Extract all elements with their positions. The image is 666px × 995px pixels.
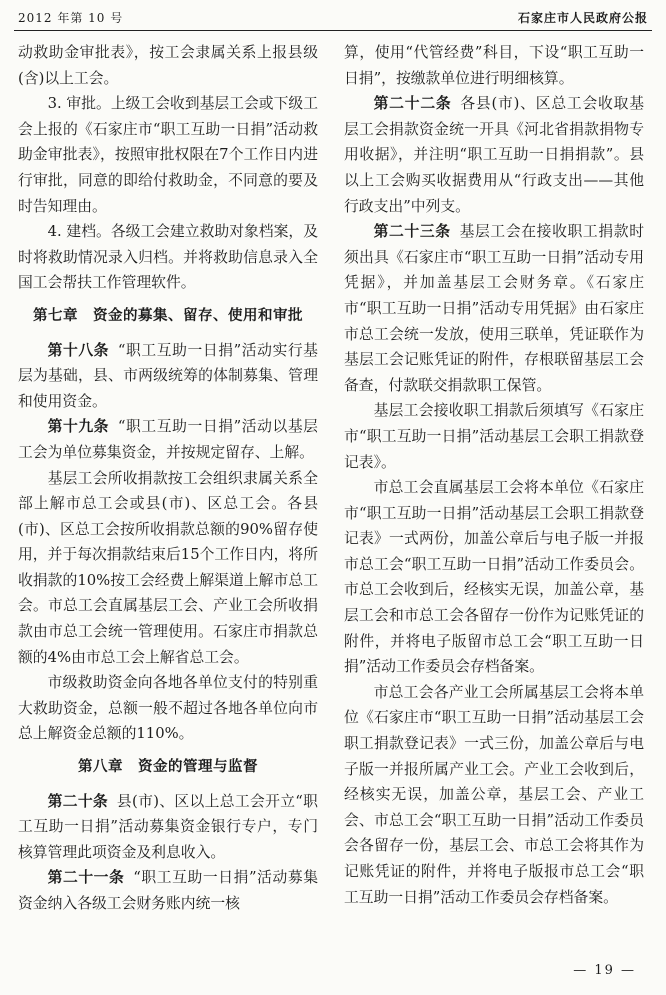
article-19-label: 第十九条 <box>47 418 110 436</box>
page-header <box>0 0 666 34</box>
paragraph-filing: 4. 建档。各级工会建立救助对象档案，及时将救助情况录入归档。并将救助信息录入全国工会帮扶工作管理软件。 <box>18 223 318 292</box>
article-20-text: 县(市)、区以上总工会开立“职工互助一日捐”活动募集资金银行专户，专门核算管理此项资金及利息收入。 <box>18 792 318 861</box>
article-23-text: 基层工会在接收职工捐款时须出具《石家庄市“职工互助一日捐”活动专用凭据》，并加盖基层工会财务章。《石家庄市“职工互助一日捐”活动专用凭据》由石家庄市总工会统一发放，使用三联单，凭证联作为基层工会记账凭证的附件，存根联留基层工会备查，付款联交捐款职工保管。 <box>344 223 644 394</box>
paragraph-continued: 动救助金审批表》，按工会隶属关系上报县级(含)以上工会。 <box>18 44 318 87</box>
paragraph-municipal-direct: 市总工会直属基层工会将本单位《石家庄市“职工互助一日捐”活动基层工会职工捐款登记表》一式两份，加盖公章后与电子版一并报市总工会“职工互助一日捐”活动工作委员会。市总工会收到后，经核实无误，加盖公章，基层工会和市总工会各留存一份作为记账凭证的附件，并将电子版留市总工会“职工互助一日捐”活动工作委员会存档备案。 <box>344 479 644 676</box>
paragraph-registration: 基层工会接收职工捐款后须填写《石家庄市“职工互助一日捐”活动基层工会职工捐款登记表》。 <box>344 402 644 471</box>
chapter-7-heading: 第七章 资金的募集、留存、使用和审批 <box>33 307 303 324</box>
paragraph-approval: 3. 审批。上级工会收到基层工会或下级工会上报的《石家庄市“职工互助一日捐”活动救助金审批表》，按照审批权限在7个工作日内进行审批，同意的即给付救助金，不同意的要及时告知理由。 <box>18 95 318 215</box>
article-18-label: 第十八条 <box>47 341 110 359</box>
header-rule <box>14 30 652 31</box>
paragraph-retention: 基层工会所收捐款按工会组织隶属关系全部上解市总工会或县(市)、区总工会。各县(市)、区总工会按所收捐款总额的90%留存使用，并于每次捐款结束后15个工作日内，将所收捐款的10%按工会经费上解渠道上解市总工会。市总工会直属基层工会、产业工会所收捐款由市总工会统一管理使用。石家庄市捐款总额的4%由市总工会上解省总工会。 <box>18 469 318 666</box>
page-number: — 19 — <box>573 963 636 978</box>
article-18-text: “职工互助一日捐”活动实行基层为基础，县、市两级统筹的体制募集、管理和使用资金。 <box>18 341 318 410</box>
article-23-label: 第二十三条 <box>373 223 451 241</box>
article-20 <box>18 789 318 866</box>
article-19-text: “职工互助一日捐”活动以基层工会为单位募集资金，并按规定留存、上解。 <box>18 418 318 461</box>
article-22-label: 第二十二条 <box>373 95 452 113</box>
paragraph-special-relief: 市级救助资金向各地各单位支付的特别重大救助资金，总额一般不超过各地各单位向市总上解资金总额的110%。 <box>18 674 318 743</box>
article-21 <box>18 865 318 916</box>
chapter-8-heading: 第八章 资金的管理与监督 <box>78 759 258 776</box>
article-22 <box>344 91 644 219</box>
article-20-label: 第二十条 <box>47 792 109 810</box>
journal-title: 石家庄市人民政府公报 <box>517 11 648 25</box>
article-21-text: “职工互助一日捐”活动募集资金纳入各级工会财务账内统一核 <box>18 869 318 912</box>
paragraph-continued-right: 算，使用“代管经费”科目，下设“职工互助一日捐”，按缴款单位进行明细核算。 <box>344 44 644 87</box>
article-21-label: 第二十一条 <box>47 869 125 887</box>
right-column <box>344 40 644 910</box>
article-19 <box>18 414 318 465</box>
issue-number: 2012 年第 10 号 <box>18 11 124 25</box>
article-23 <box>344 219 644 398</box>
left-column <box>18 40 318 917</box>
article-18 <box>18 338 318 415</box>
paragraph-industrial-union: 市总工会各产业工会所属基层工会将本单位《石家庄市“职工互助一日捐”活动基层工会职工捐款登记表》一式三份，加盖公章后与电子版一并报所属产业工会。产业工会收到后，经核实无误，加盖公章，基层工会、产业工会、市总工会“职工互助一日捐”活动工作委员会各留存一份，基层工会、市总工会将其作为记账凭证的附件，并将电子版报市总工会“职工互助一日捐”活动工作委员会存档备案。 <box>344 683 644 906</box>
article-22-text: 各县(市)、区总工会收取基层工会捐款资金统一开具《河北省捐款捐物专用收据》，并注明“职工互助一日捐捐款”。县以上工会购买收据费用从“行政支出——其他行政支出”中列支。 <box>344 95 644 215</box>
